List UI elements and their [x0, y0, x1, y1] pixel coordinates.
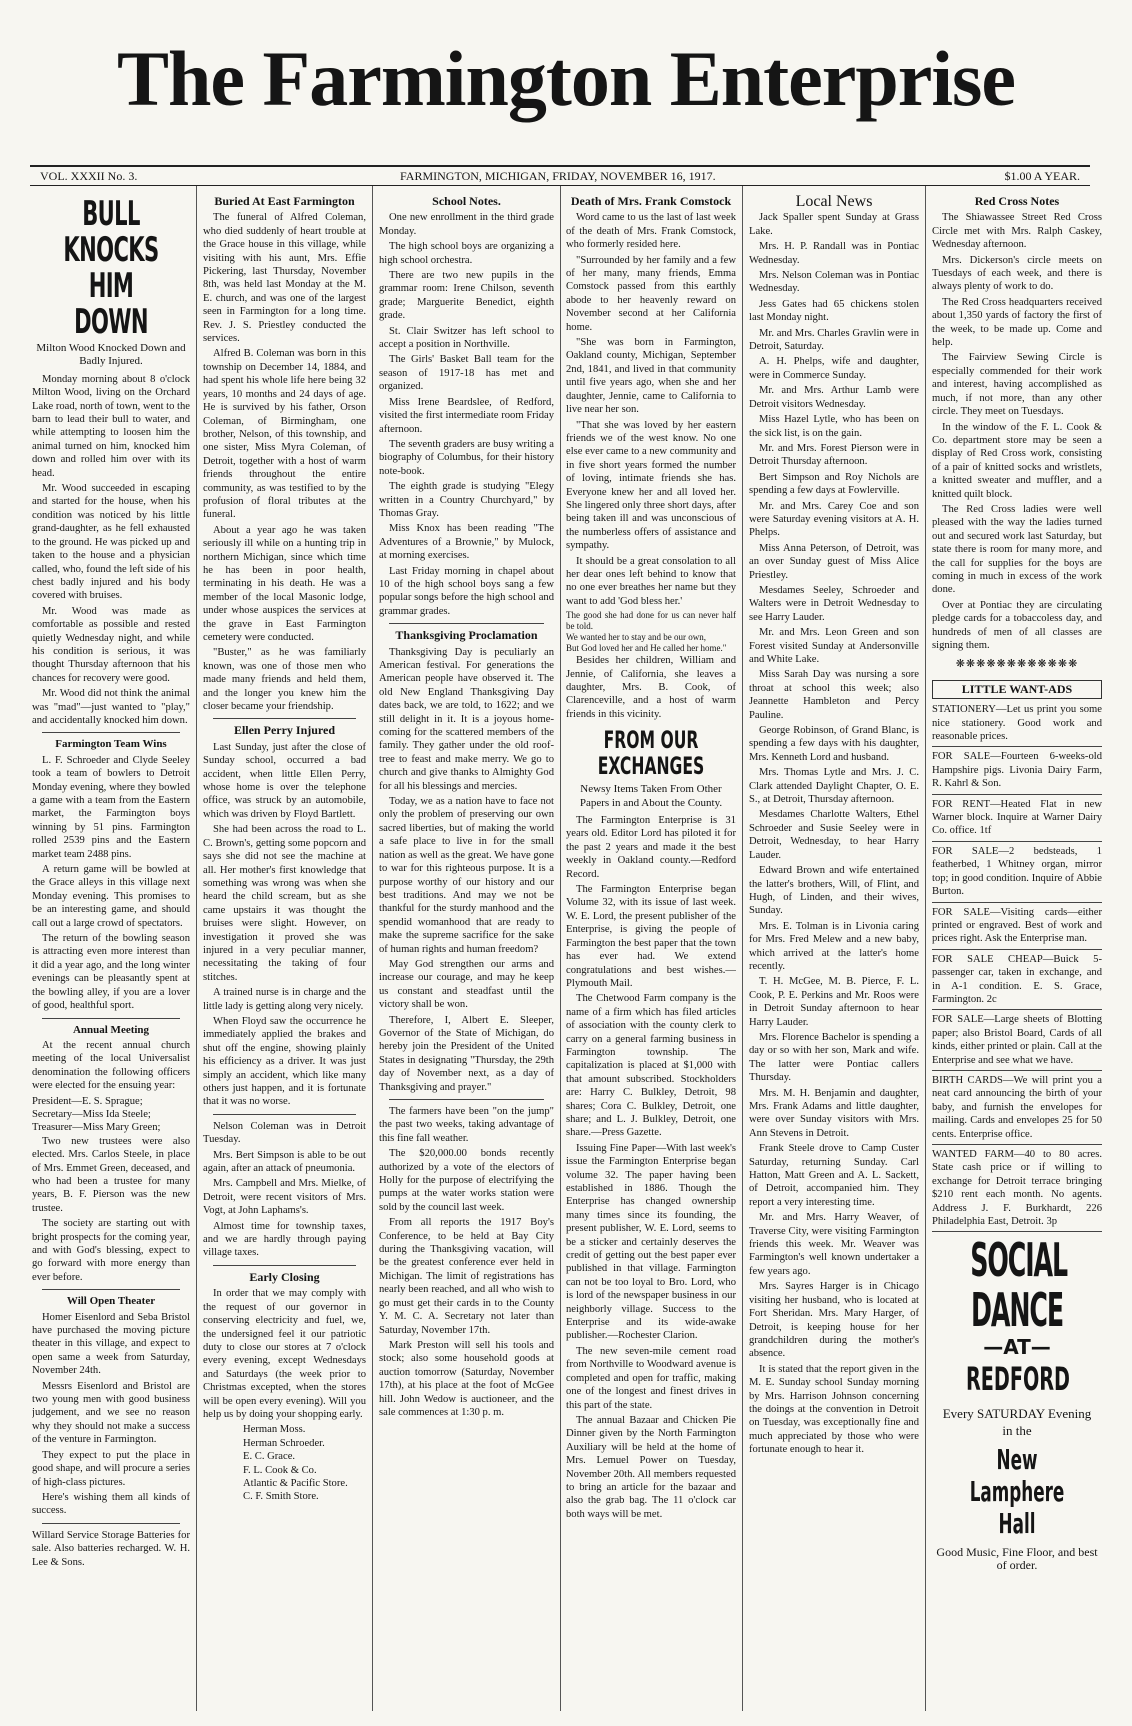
want-ads [932, 703, 1102, 1232]
poem-line: The good she had done for us can never half be told. [566, 610, 736, 632]
divider [389, 1099, 544, 1100]
column-rule [372, 186, 373, 1711]
closing-signers [203, 1423, 366, 1503]
news-item: Mrs. Thomas Lytle and Mrs. J. C. Clark attended Daylight Chapter, O. E. S., at Detroit, Thursday afternoon. [749, 767, 919, 806]
heading-annual: Annual Meeting [72, 1023, 150, 1036]
poem [566, 610, 736, 654]
heading-buried: Buried At East Farmington [214, 194, 355, 208]
poem-line: We wanted her to stay and be our own, [566, 632, 706, 643]
heading-thanksgiving: Thanksgiving Proclamation [395, 628, 538, 643]
news-item: The $20,000.00 bonds recently authorized by a vote of the electors of Holly for the purpose of electrifying the pumps at the water works station were sold by the council last week. [379, 1148, 554, 1213]
article-team [32, 754, 190, 1013]
want-ad: FOR SALE CHEAP—Buick 5-passenger car, taken in exchange, and in A-1 condition. E. S. Grace, Farmington. 2c [932, 953, 1102, 1005]
heading-local: Local News [795, 193, 873, 210]
ad-divider [932, 1009, 1102, 1010]
paragraph: Therefore, I, Albert E. Sleeper, Governor of the State of Michigan, do hereby join the President of the United States in designating "Thursday, the 29th day of November next, as a day of Thanksgiving and prayer." [379, 1014, 554, 1093]
news-item: The Girls' Basket Ball team for the season of 1917-18 has met and organized. [379, 354, 554, 393]
article-annual-cont [32, 1135, 190, 1284]
news-item: Edward Brown and wife entertained the latter's brothers, Will, of Flint, and Hugh, of Linden, and their wives, Sunday. [749, 865, 919, 917]
news-item: Mr. and Mrs. Forest Pierson were in Detroit Thursday afternoon. [749, 442, 919, 468]
ad-divider [932, 841, 1102, 842]
paragraph: Issuing Fine Paper—With last week's issue the Farmington Enterprise began volume 32. The paper having been established in 1886. Though the Enterprise has changed ownership many times since its founding, the present publisher, W. E. Lord, seems to be a sticker and certainly deserves the credit of getting out the best paper ever published in that village. Farmington can not be too loyal to Bro. Lord, who is lord of the newspaper business in our neighborly village. Success to the Enterprise and its wide-awake publisher.—Rochester Clarion. [566, 1142, 736, 1342]
paragraph: Besides her children, William and Jennie, of California, she leaves a daughter, Mrs. B. Cook, of Clarenceville, and a host of warm friends in this vicinity. [566, 655, 736, 720]
poem-line: But God loved her and He called her home." [566, 643, 727, 654]
news-item: Jack Spaller spent Sunday at Grass Lake. [749, 212, 919, 237]
signer: Atlantic & Pacific Store. [243, 1477, 348, 1489]
signer: F. L. Cook & Co. [243, 1464, 317, 1476]
subhead-exchanges: Newsy Items Taken From Other Papers in and About the County. [579, 783, 723, 809]
article-buried [203, 211, 366, 713]
want-ad: WANTED FARM—40 to 80 acres. State cash price or if willing to exchange for Detroit terrace bringing $210 rent each month. No agents. Address J. F. Burkhardt, 226 Philadelphia East, Detroit. 3p [932, 1149, 1102, 1228]
paragraph: Today, we as a nation have to face not only the problem of preserving our own sacred liberties, but of making the world a safe place to live in for the small nation as well as the great. We have gone to war for this righteous purpose. It is a purpose worthy of our history and our best traditions. And may we not be thankful for the sturdy manhood and the spendid womanhood that are ready to make the supreme sacrifice for the sake of human rights and human freedom? [379, 796, 554, 955]
article-exchanges [566, 814, 736, 1521]
closing-text: In order that we may comply with the request of our governor in conserving electricity and fuel, we, the undersigned feel it our patriotic duty to close our stores at 7 o'clock every evening, except Wednesdays and Saturdays (the week prior to Christmas excepted, when the stores will be open every evening). Will you help us by doing your shopping early. [203, 1288, 366, 1420]
paragraph: "Surrounded by her family and a few of her many, many friends, Emma Comstock passed from this earthly abode to her heavenly reward on November second at her California home. [566, 254, 736, 333]
heading-redcross: Red Cross Notes [974, 194, 1060, 208]
paragraph: Here's wishing them all kinds of success. [32, 1491, 190, 1517]
paragraph: They expect to put the place in good shape, and will procure a series of high-class pictures. [32, 1449, 190, 1488]
signer: Herman Moss. [243, 1424, 306, 1436]
want-ad: FOR SALE—Visiting cards—either printed or engraved. Best of work and prices right. Ask the Enterprise man. [932, 906, 1102, 945]
short-items [203, 1120, 366, 1260]
more-items [379, 1105, 554, 1419]
divider [42, 732, 180, 733]
column-5 [749, 192, 919, 1707]
column-rule [742, 186, 743, 1711]
news-item: Mr. and Mrs. Leon Green and son Forest visited Sunday at Andersonville and White Lake. [749, 627, 919, 665]
news-item: Mark Preston will sell his tools and stock; also some household goods at auction tomorrow (Saturday, November 17th), at his place at the foot of McGee hill. John Wedow is auctioneer, and the sale commences at 1:30 p. m. [379, 1339, 554, 1418]
paragraph: About a year ago he was taken seriously ill while on a hunting trip in northern Michigan, since which time he has been in poor health, terminating in his death. He was a member of the local Masonic lodge, under whose auspices the services at the grave in East Farmington cemetery were conducted. [203, 524, 366, 643]
news-item: Mrs. E. Tolman is in Livonia caring for Mrs. Fred Melew and a new baby, which arrived at the latter's home recently. [749, 920, 919, 972]
want-ad: BIRTH CARDS—We will print you a neat card announcing the birth of your baby, and furnish the envelopes for mailing. Cards and envelopes 25 for 50 cents. Enterprise office. [932, 1074, 1102, 1140]
willard-ad: Willard Service Storage Batteries for sale. Also batteries recharged. W. H. Lee & Sons. [32, 1529, 190, 1568]
column-2 [203, 192, 366, 1707]
paragraph: L. F. Schroeder and Clyde Seeley took a team of bowlers to Detroit Monday evening, where they bowled a game with a team from the Eastern market, the Farmington boys winning by 51 pins. Farmington rolled 2539 pins and the Eastern market team 2488 pins. [32, 754, 190, 860]
want-ad: FOR SALE—2 bedsteads, 1 featherbed, 1 Whitney organ, mirror top; in good condition. Inquire of Abbie Burton. [932, 845, 1102, 898]
paragraph: Homer Eisenlord and Seba Bristol have purchased the moving picture theater in this village, and expect to open same a week from Saturday, November 24th. [32, 1311, 190, 1377]
news-item: A. H. Phelps, wife and daughter, were in Commerce Sunday. [749, 356, 919, 381]
officer-line: President—E. S. Sprague; [32, 1095, 143, 1107]
article-death-cont [566, 654, 736, 721]
red-cross-notes [932, 211, 1102, 652]
news-item: St. Clair Switzer has left school to accept a position in Northville. [379, 325, 554, 351]
paragraph: At the recent annual church meeting of the local Universalist denomination the following officers were elected for the ensuing year: [32, 1039, 190, 1092]
article-bull [32, 373, 190, 728]
paragraph: May God strengthen our arms and increase our courage, and may he keep us constant and steadfast until the victory shall be won. [379, 958, 554, 1011]
dance-in-the: in the [1002, 1423, 1032, 1439]
column-1 [32, 192, 190, 1707]
dance-ad [932, 1235, 1102, 1572]
ad-divider [932, 949, 1102, 950]
paragraph: The Chetwood Farm company is the name of a firm which has filed articles of association with the county clerk to carry on a general farming business in Farmington township. The capitalization is placed at $1,000 with that amount subscribed. Stockholders are: Harry C. Bulkley, Detroit, 98 shares; Cora C. Bulkley, Detroit, one share; and L. J. Bulkley, Detroit, one share.—Press Gazette. [566, 993, 736, 1139]
heading-theater: Will Open Theater [66, 1295, 156, 1308]
news-item: Mrs. Campbell and Mrs. Mielke, of Detroit, were recent visitors of Mrs. Vogt, at John Laphams's. [203, 1178, 366, 1217]
column-3 [379, 192, 554, 1707]
dance-tagline: Good Music, Fine Floor, and best of order. [936, 1544, 1098, 1573]
heading-want-ads: LITTLE WANT-ADS [932, 680, 1102, 699]
column-rule [925, 186, 926, 1711]
divider [213, 718, 356, 719]
news-item: The seventh graders are busy writing a biography of Columbus, for their history note-book. [379, 438, 554, 477]
ad-divider [932, 746, 1102, 747]
paragraph: She had been across the road to L. C. Brown's, getting some popcorn and says she did not see the machine at all. Her mother's first knowledge that something was wrong was when she heard the child scream, but as she came upstairs it was thought the bruises were slight. However, on investigation it proved she was injured in a very peculiar manner, necessitating the taking of four stitches. [203, 824, 366, 983]
paragraph: Last Sunday, just after the close of Sunday school, occurred a bad accident, when little Ellen Perry, whose home is over the telephone office, was struck by an automobile, which was driven by Floyd Bartlett. [203, 741, 366, 820]
news-item: The eighth grade is studying "Elegy written in a Country Churchyard," by Thomas Gray. [379, 481, 554, 519]
dateline [30, 165, 1090, 186]
paragraph: "That she was loved by her eastern friends we of the west know. No one else ever came to a new community and in five short years formed the number of loving, intimate friends she has. Everyone knew her and all loved her. She lingered only three short days, after being taken ill and was unconscious of the numberless offers of assistance and sympathy. [566, 419, 736, 552]
column-rule [196, 186, 197, 1711]
news-item: Miss Sarah Day was nursing a sore throat at school this week; also Jeannette Hambleton and Percy Pauline. [749, 669, 919, 721]
paragraph: The Red Cross ladies were well pleased with the way the ladies turned out and secured work last Saturday, but state there is room for many more, and the call for supplies for the boys are coming in much in excess of the work done. [932, 503, 1102, 596]
divider [213, 1114, 356, 1115]
news-item: There are two new pupils in the grammar room: Irene Chilson, seventh grade; Marguerite Benedict, eighth grade. [379, 270, 554, 322]
news-item: Mrs. Florence Bachelor is spending a day or so with her son, Mark and wife. The latter were Pontiac callers Thursday. [749, 1031, 919, 1084]
want-ad: FOR RENT—Heated Flat in new Warner block. Inquire at Warner Dairy Co. office. 1tf [932, 798, 1102, 837]
news-item: Mesdames Charlotte Walters, Ethel Schroeder and Susie Seeley were in Detroit, Wednesday, to hear Harry Lauder. [749, 809, 919, 861]
news-item: Mrs. Bert Simpson is able to be out again, after an attack of pneumonia. [203, 1149, 366, 1175]
article-ellen [203, 741, 366, 1109]
news-item: Miss Anna Peterson, of Detroit, was an over Sunday guest of Miss Alice Priestley. [749, 542, 919, 581]
place-date: FARMINGTON, MICHIGAN, FRIDAY, NOVEMBER 16, 1917. [400, 169, 716, 183]
news-item: Nelson Coleman was in Detroit Tuesday. [203, 1120, 366, 1146]
dance-when: Every SATURDAY Evening [942, 1405, 1092, 1421]
paragraph: A trained nurse is in charge and the little lady is getting along very nicely. [203, 987, 366, 1012]
paragraph: The Fairview Sewing Circle is especially commended for their work and interest, having accomplished as much, if not more, than any other circle. They meet on Tuesdays. [932, 352, 1102, 418]
heading-ellen: Ellen Perry Injured [233, 723, 336, 738]
news-item: Mrs. H. P. Randall was in Pontiac Wednesday. [749, 241, 919, 266]
news-item: The farmers have been "on the jump" the past two weeks, taking advantage of this fine fall weather. [379, 1106, 554, 1144]
ad-divider [932, 1144, 1102, 1145]
paragraph: When Floyd saw the occurrence he immediately applied the brakes and shut off the engine, showing plainly his efficiency as a driver. It was just simply an accident, which like many others just happen, and it is fortunate that it was no worse. [203, 1015, 366, 1108]
news-item: From all reports the 1917 Boy's Conference, to be held at Bay City during the Thanksgiving vacation, will be the greatest conference ever held in Michigan. The limit of registrations has nearly been reached, and all who wish to go must get their cards in to the County Y. M. C. A. Secretary not later than Saturday, November 17th. [379, 1217, 554, 1336]
signer: E. C. Grace. [243, 1451, 296, 1463]
article-thanksgiving [379, 646, 554, 1094]
column-rule [560, 186, 561, 1711]
volume-number: VOL. XXXII No. 3. [40, 169, 138, 183]
paragraph: The funeral of Alfred Coleman, who died suddenly of heart trouble at the Grace house in this village, while visiting with his aunt, Mrs. Effie Pickering, last Thursday, November 8th, was held last Monday at the M. E. church, and was one of the largest seen in Farmington for a long time. Rev. J. S. Priestley conducted the services. [203, 212, 366, 345]
price: $1.00 A YEAR. [1004, 169, 1080, 183]
paragraph: A return game will be bowled at the Grace alleys in this village next Monday evening. This promises to be an interesting game, and should call out a large crowd of spectators. [32, 864, 190, 929]
paragraph: In the window of the F. L. Cook & Co. department store may be seen a display of Red Cross work, consisting of a pair of knitted socks and wristlets, a knitted sweater and muffler, and a knitted quilt block. [932, 421, 1102, 500]
news-item: Mr. and Mrs. Arthur Lamb were Detroit visitors Wednesday. [749, 385, 919, 410]
officer-line: Secretary—Miss Ida Steele; [32, 1108, 151, 1120]
paragraph: The annual Bazaar and Chicken Pie Dinner given by the North Farmington Auxiliary will be held at the home of Mrs. Lemuel Power on Tuesday, November 20th. All members requested to bring an article for the bazaar and also the grab bag. The 11 o'clock car both ways will be met. [566, 1414, 736, 1520]
divider [42, 1018, 180, 1019]
paragraph: The new seven-mile cement road from Northville to Woodward avenue is completed and open for traffic, making one of the longest and finest drives in this part of the state. [566, 1345, 736, 1411]
ad-divider [932, 902, 1102, 903]
news-item: Mrs. M. H. Benjamin and daughter, Mrs. Frank Adams and little daughter, were over Sunday visitors with Mrs. Ann Stevens in Detroit. [749, 1087, 919, 1139]
news-item: Jess Gates had 65 chickens stolen last Monday night. [749, 298, 919, 324]
news-item: Miss Hazel Lytle, who has been on the sick list, is on the gain. [749, 414, 919, 439]
star-border: ❋❋❋❋❋❋❋❋❋❋❋❋ [955, 658, 1079, 671]
paragraph: The society are starting out with bright prospects for the coming year, and with God's blessing, expect to go forward with more energy than ever before. [32, 1218, 190, 1283]
divider [42, 1523, 180, 1524]
article-school [379, 211, 554, 618]
officer-list [32, 1095, 190, 1135]
divider [213, 1265, 356, 1266]
want-ad: STATIONERY—Let us print you some nice stationery. Good work and reasonable prices. [932, 704, 1102, 743]
divider [42, 1289, 180, 1290]
paragraph: The return of the bowling season is attracting even more interest than it did a year ago, and the long winter evenings can be pleasantly spent at the bowling alley, if you are a lover of good, healthful sport. [32, 933, 190, 1012]
signer: C. F. Smith Store. [243, 1491, 319, 1503]
news-item: It is stated that the report given in the M. E. Sunday school Sunday morning by Mrs. Harrison Johnson concerning the doings at the convention in Detroit on Tuesday, was exceptionally fine and much appreciated by those who were fortunate enough to hear it. [749, 1363, 919, 1456]
news-item: Mr. and Mrs. Harry Weaver, of Traverse City, were visiting Farmington friends this week. Mr. Weaver was Farmington's well known undertaker a few years ago. [749, 1212, 919, 1277]
column-4 [566, 192, 736, 1707]
news-item: Miss Irene Beardslee, of Redford, visited the first intermediate room Friday afternoon. [379, 396, 554, 435]
heading-team: Farmington Team Wins [55, 738, 167, 751]
subhead-bull: Milton Wood Knocked Down and Badly Injured. [36, 342, 186, 368]
want-ad: FOR SALE—Large sheets of Blotting paper; also Bristol Board, Cards of all kinds, either printed or plain. Call at the Enterprise and see what we have. [932, 1014, 1102, 1066]
want-ad: FOR SALE—Fourteen 6-weeks-old Hampshire pigs. Livonia Dairy Farm, R. Kahrl & Son. [932, 751, 1102, 790]
paragraph: Mr. Wood was made as comfortable as possible and rested quietly Wednesday night, and while his condition is serious, it was thought Thursday afternoon that his chances for recovery were good. [32, 605, 190, 684]
dance-at: —AT— [983, 1335, 1051, 1360]
paragraph: Mrs. Dickerson's circle meets on Tuesdays of each week, and there is always plenty of work to do. [932, 254, 1102, 293]
news-item: Almost time for township taxes, and we are hardly through paying village taxes. [203, 1220, 366, 1259]
heading-death: Death of Mrs. Frank Comstock [570, 194, 732, 208]
news-item: Last Friday morning in chapel about 10 of the high school boys sang a few popular songs before the high school and grammar grades. [379, 565, 554, 617]
masthead: The Farmington Enterprise [117, 35, 1015, 122]
article-theater [32, 1311, 190, 1518]
news-item: Miss Knox has been reading "The Adventures of a Brownie," by Mulock, at morning exercises. [379, 523, 554, 562]
heading-closing: Early Closing [249, 1269, 320, 1284]
news-item: T. H. McGee, M. B. Pierce, F. L. Cook, P. E. Perkins and Mr. Roos were in Detroit Sunday afternoon to hear Harry Lauder. [749, 976, 919, 1028]
heading-exchanges: FROM OUR EXCHANGES [597, 726, 705, 781]
ad-divider [932, 1070, 1102, 1071]
paragraph: Word came to us the last of last week of the death of Mrs. Frank Comstock, who formerly resided here. [566, 212, 736, 251]
news-item: Mrs. Sayres Harger is in Chicago visiting her husband, who is located at Fort Sheridan. Mrs. Mary Harger, of Detroit, is keeping house for her grandchildren during the mother's absence. [749, 1281, 919, 1360]
divider [389, 623, 544, 624]
news-item: One new enrollment in the third grade Monday. [379, 212, 554, 237]
news-item: Frank Steele drove to Camp Custer Saturday, returning Sunday. Carl Hatton, Matt Green and A. L. Sackett, of Detroit, accompanied him. They report a very interesting time. [749, 1143, 919, 1208]
dance-title: SOCIAL DANCE [970, 1233, 1068, 1338]
local-news [749, 211, 919, 1456]
news-item: Bert Simpson and Roy Nichols are spending a few days at Fowlerville. [749, 471, 919, 497]
paragraph: The Red Cross headquarters received about 1,350 yards of factory the first of the week, to be made up. Come and help. [932, 296, 1102, 349]
paragraph: Alfred B. Coleman was born in this township on December 14, 1884, and had spent his whole life here being 32 years, 10 months and 24 days of age. He is survived by his father, Orson Coleman, of Birmingham, one brother, Nelson, of this township, and one sister, Miss Myra Coleman, of Detroit, together with a host of warm friends throughout the entire community, as was testified to by the profusion of floral tributes at the funeral. [203, 348, 366, 521]
paragraph: "Buster," as he was familiarly known, was one of those men who made many friends and held them, and the longer you knew him the closer became your friendship. [203, 647, 366, 713]
paragraph: The Farmington Enterprise is 31 years old. Editor Lord has piloted it for the past 2 years and made it the best weekly in Oakland county.—Redford Record. [566, 815, 736, 880]
signer: Herman Schroeder. [243, 1437, 325, 1449]
paragraph: The Farmington Enterprise began Volume 32, with its issue of last week. W. E. Lord, the present publisher of the Enterprise, is giving the people of Farmington the best paper that the town has ever had. We extend congratulations and best wishes.—Plymouth Mail. [566, 884, 736, 989]
column-6 [932, 192, 1102, 1707]
news-item: Mr. and Mrs. Carey Coe and son were Saturday evening visitors at A. H. Phelps. [749, 500, 919, 539]
news-item: Mrs. Nelson Coleman was in Pontiac Wednesday. [749, 270, 919, 295]
dance-hall: New Lamphere Hall [969, 1442, 1065, 1540]
article-death [566, 211, 736, 608]
paragraph: Mr. Wood succeeded in escaping and started for the house, when his condition was noticed by his little grand-daughter, as he fell exhausted to the ground. He was picked up and taken to the house and a physician called, who, found the left side of his chest badly injured and his body covered with bruises. [32, 483, 190, 602]
headline-bull: BULL KNOCKS HIM DOWN [63, 194, 159, 342]
ad-divider [932, 794, 1102, 795]
paragraph: Thanksgiving Day is peculiarly an American festival. For generations the American people have observed it. The old New England Thanksgiving Day dates back, we are told, to 1622; and we still delight in it. It is a joyous home-coming for the scattered members of the family. They gather under the old roof-tree to feast and make merry. We go to church and give thanks to Almighty God for all his blessings and mercies. [379, 646, 554, 792]
paragraph: Mr. Wood did not think the animal was "mad"—just wanted to "play," and accidentally knocked him down. [32, 688, 190, 726]
news-item: Mr. and Mrs. Charles Gravlin were in Detroit, Saturday. [749, 327, 919, 353]
paragraph: The Shiawassee Street Red Cross Circle met with Mrs. Ralph Caskey, Wednesday afternoon. [932, 212, 1102, 251]
paragraph: "She was born in Farmington, Oakland county, Michigan, September 2nd, 1841, and lived in that community until five years ago, when she and her daughter, Jennie, came to California to live near her son. [566, 337, 736, 416]
heading-school: School Notes. [432, 194, 501, 208]
dance-place: REDFORD [966, 1359, 1070, 1398]
paragraph: It should be a great consolation to all her dear ones left behind to know that no one ever breathes her name but they want to add 'God bless her.' [566, 555, 736, 607]
news-item: Mesdames Seeley, Schroeder and Walters were in Detroit Wednesday to see Harry Lauder. [749, 584, 919, 623]
paragraph: Two new trustees were also elected. Mrs. Carlos Steele, in place of Mrs. Emmet Green, deceased, and who had been a trustee for many years, B. F. Pierson was the new trustee. [32, 1135, 190, 1214]
article-annual [32, 1039, 190, 1093]
news-item: George Robinson, of Grand Blanc, is spending a few days with his daughter, Mrs. Kenneth Lord and husband. [749, 725, 919, 763]
news-item: The high school boys are organizing a high school orchestra. [379, 241, 554, 266]
ad-divider [932, 1231, 1102, 1232]
officer-line: Treasurer—Miss Mary Green; [32, 1122, 161, 1134]
paragraph: Messrs Eisenlord and Bristol are two young men with good business judgement, and we see no reason why they should not make a success of the venture in Farmington. [32, 1380, 190, 1446]
paragraph: Monday morning about 8 o'clock Milton Wood, living on the Orchard Lake road, north of town, went to the barn to lead their bull to water, and while attempting to loosen him the animal turned on him, knocked him down and rolled him over with its head. [32, 373, 190, 479]
paragraph: Over at Pontiac they are circulating pledge cards for a tobaccoless day, and hundreds of men of all classes are signing them. [932, 599, 1102, 651]
